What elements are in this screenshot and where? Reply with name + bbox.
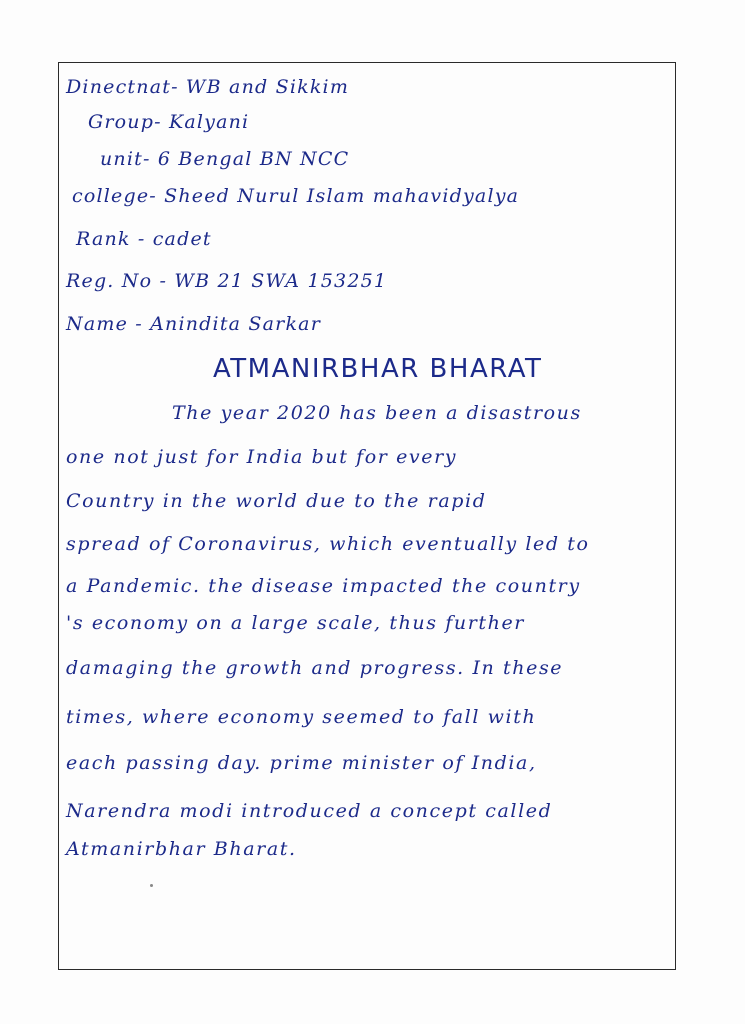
essay-line-10: Narendra modi introduced a concept called bbox=[66, 800, 553, 822]
essay-line-4: spread of Coronavirus, which eventually led to bbox=[66, 533, 590, 555]
essay-line-3: Country in the world due to the rapid bbox=[66, 490, 487, 512]
essay-line-9: each passing day. prime minister of India, bbox=[66, 752, 537, 774]
directorate-line: Dinectnat- WB and Sikkim bbox=[66, 76, 350, 98]
reg-no-line: Reg. No - WB 21 SWA 153251 bbox=[66, 270, 388, 292]
essay-line-11: Atmanirbhar Bharat. bbox=[66, 838, 297, 860]
college-line: college- Sheed Nurul Islam mahavidyalya bbox=[72, 185, 520, 207]
ink-speck bbox=[150, 884, 153, 887]
essay-line-7: damaging the growth and progress. In these bbox=[66, 657, 564, 679]
group-line: Group- Kalyani bbox=[88, 111, 250, 133]
essay-line-6: 's economy on a large scale, thus further bbox=[66, 612, 525, 634]
essay-line-5: a Pandemic. the disease impacted the country bbox=[66, 575, 581, 597]
essay-line-1: The year 2020 has been a disastrous bbox=[172, 402, 582, 424]
rank-line: Rank - cadet bbox=[76, 228, 212, 250]
essay-line-2: one not just for India but for every bbox=[66, 446, 458, 468]
essay-title: ATMANIRBHAR BHARAT bbox=[213, 354, 543, 384]
name-line: Name - Anindita Sarkar bbox=[66, 313, 321, 335]
unit-line: unit- 6 Bengal BN NCC bbox=[100, 148, 350, 170]
essay-line-8: times, where economy seemed to fall with bbox=[66, 706, 537, 728]
